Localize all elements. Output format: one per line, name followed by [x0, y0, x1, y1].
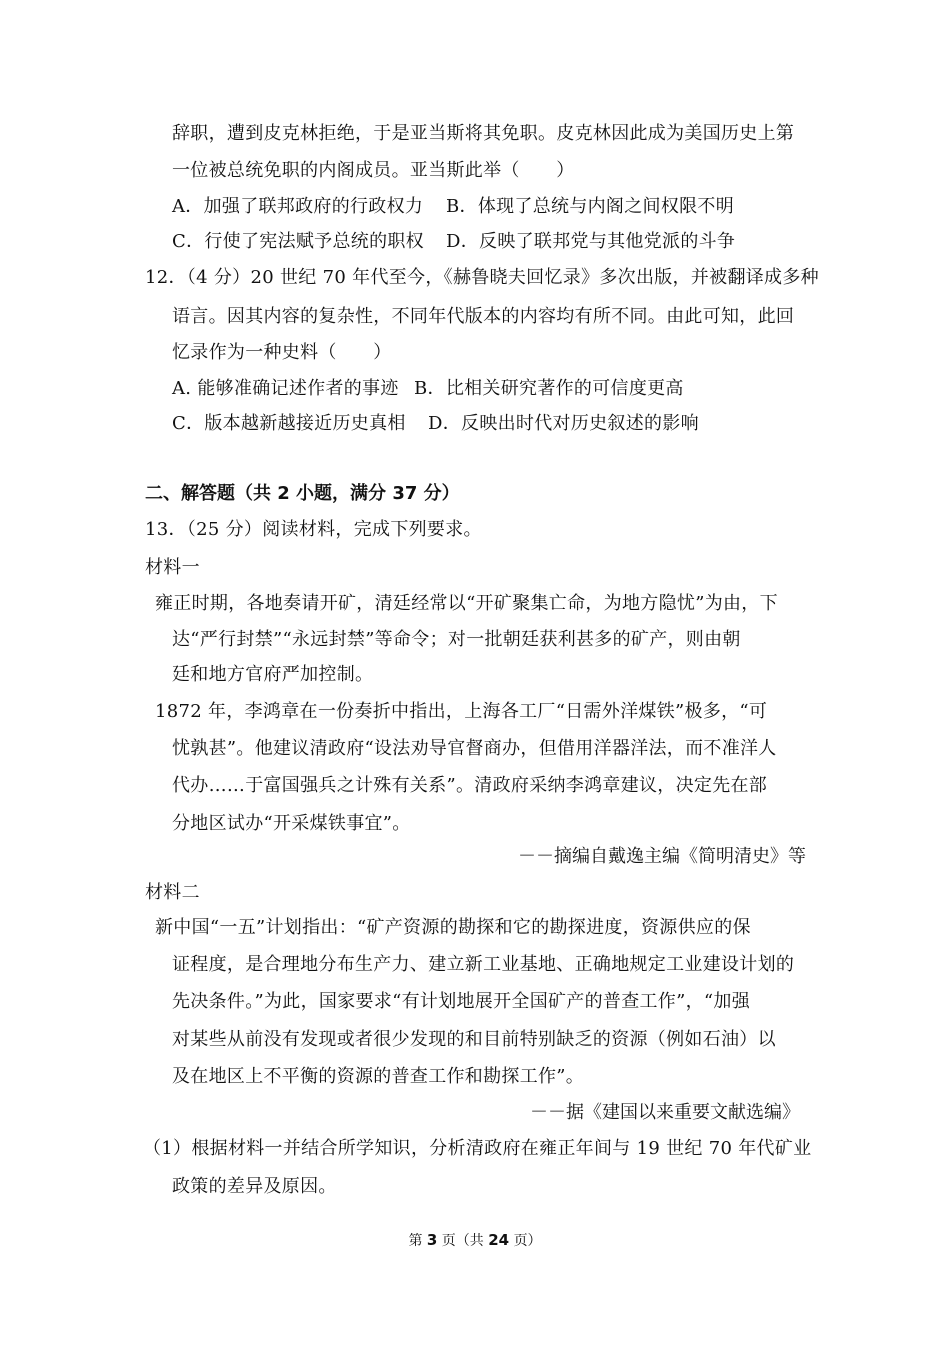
- q11-text-line: 一位被总统免职的内阁成员。亚当斯此举（ ）: [172, 160, 575, 181]
- material-2-label: 材料二: [145, 882, 200, 903]
- section-heading: 二、解答题（共 2 小题，满分 37 分）: [145, 483, 460, 504]
- q12-stem-line: 语言。因其内容的复杂性，不同年代版本的内容均有所不同。由此可知，此回: [172, 306, 795, 327]
- q13-subquestion-1: （1）根据材料一并结合所学知识，分析清政府在雍正年间与 19 世纪 70 年代矿业: [143, 1138, 812, 1159]
- material-1-label: 材料一: [145, 557, 200, 578]
- q12-option-b: B．比相关研究著作的可信度更高: [414, 378, 684, 399]
- footer-page-number: 3: [426, 1231, 438, 1249]
- q13-subquestion-1: 政策的差异及原因。: [172, 1176, 337, 1197]
- footer-total-pages: 24: [488, 1231, 510, 1249]
- material-2-paragraph-line: 及在地区上不平衡的资源的普查工作和勘探工作”。: [172, 1066, 585, 1087]
- footer-suffix: 页）: [513, 1233, 542, 1249]
- q13-intro: 13．（25 分）阅读材料，完成下列要求。: [145, 519, 482, 540]
- material-1-paragraph-line: 1872 年，李鸿章在一份奏折中指出，上海各工厂“日需外洋煤铁”极多，“可: [155, 701, 768, 722]
- q11-option-d: D．反映了联邦党与其他党派的斗争: [446, 231, 736, 252]
- material-2-paragraph-line: 新中国“一五”计划指出：“矿产资源的勘探和它的勘探进度，资源供应的保: [155, 917, 751, 938]
- material-1-paragraph-line: 廷和地方官府严加控制。: [172, 664, 374, 685]
- material-1-paragraph-line: 分地区试办“开采煤铁事宜”。: [172, 813, 411, 834]
- material-2-source: －－据《建国以来重要文献选编》: [530, 1102, 800, 1123]
- page-footer: [0, 1230, 950, 1251]
- material-1-paragraph-line: 忧孰甚”。他建议清政府“设法劝导官督商办，但借用洋器洋法，而不准洋人: [172, 738, 777, 759]
- q12-stem-line: 12．（4 分）20 世纪 70 年代至今，《赫鲁晓夫回忆录》多次出版，并被翻译成多种: [145, 267, 819, 288]
- q11-option-b: B．体现了总统与内阁之间权限不明: [446, 196, 735, 217]
- q12-option-a: A. 能够准确记述作者的事迹: [172, 378, 399, 399]
- material-1-paragraph-line: 代办……于富国强兵之计殊有关系”。清政府采纳李鸿章建议，决定先在部: [172, 775, 768, 796]
- material-2-paragraph-line: 先决条件。”为此，国家要求“有计划地展开全国矿产的普查工作”，“加强: [172, 991, 751, 1012]
- q11-option-c: C．行使了宪法赋予总统的职权: [172, 231, 424, 252]
- material-1-source: －－摘编自戴逸主编《简明清史》等: [518, 846, 806, 867]
- footer-middle: 页（共: [441, 1233, 484, 1249]
- material-1-paragraph-line: 雍正时期，各地奏请开矿，清廷经常以“开矿聚集亡命，为地方隐忧”为由，下: [155, 593, 778, 614]
- material-2-paragraph-line: 证程度，是合理地分布生产力、建立新工业基地、正确地规定工业建设计划的: [172, 954, 795, 975]
- q12-option-d: D．反映出时代对历史叙述的影响: [428, 413, 699, 434]
- q12-stem-line: 忆录作为一种史料（ ）: [172, 342, 392, 363]
- footer-prefix: 第: [408, 1233, 423, 1249]
- q11-option-a: A．加强了联邦政府的行政权力: [172, 196, 424, 217]
- material-2-paragraph-line: 对某些从前没有发现或者很少发现的和目前特别缺乏的资源（例如石油）以: [172, 1029, 776, 1050]
- q11-text-line: 辞职，遭到皮克林拒绝，于是亚当斯将其免职。皮克林因此成为美国历史上第: [172, 123, 795, 144]
- q12-option-c: C．版本越新越接近历史真相: [172, 413, 406, 434]
- material-1-paragraph-line: 达“严行封禁”“永远封禁”等命令；对一批朝廷获利甚多的矿产，则由朝: [172, 629, 741, 650]
